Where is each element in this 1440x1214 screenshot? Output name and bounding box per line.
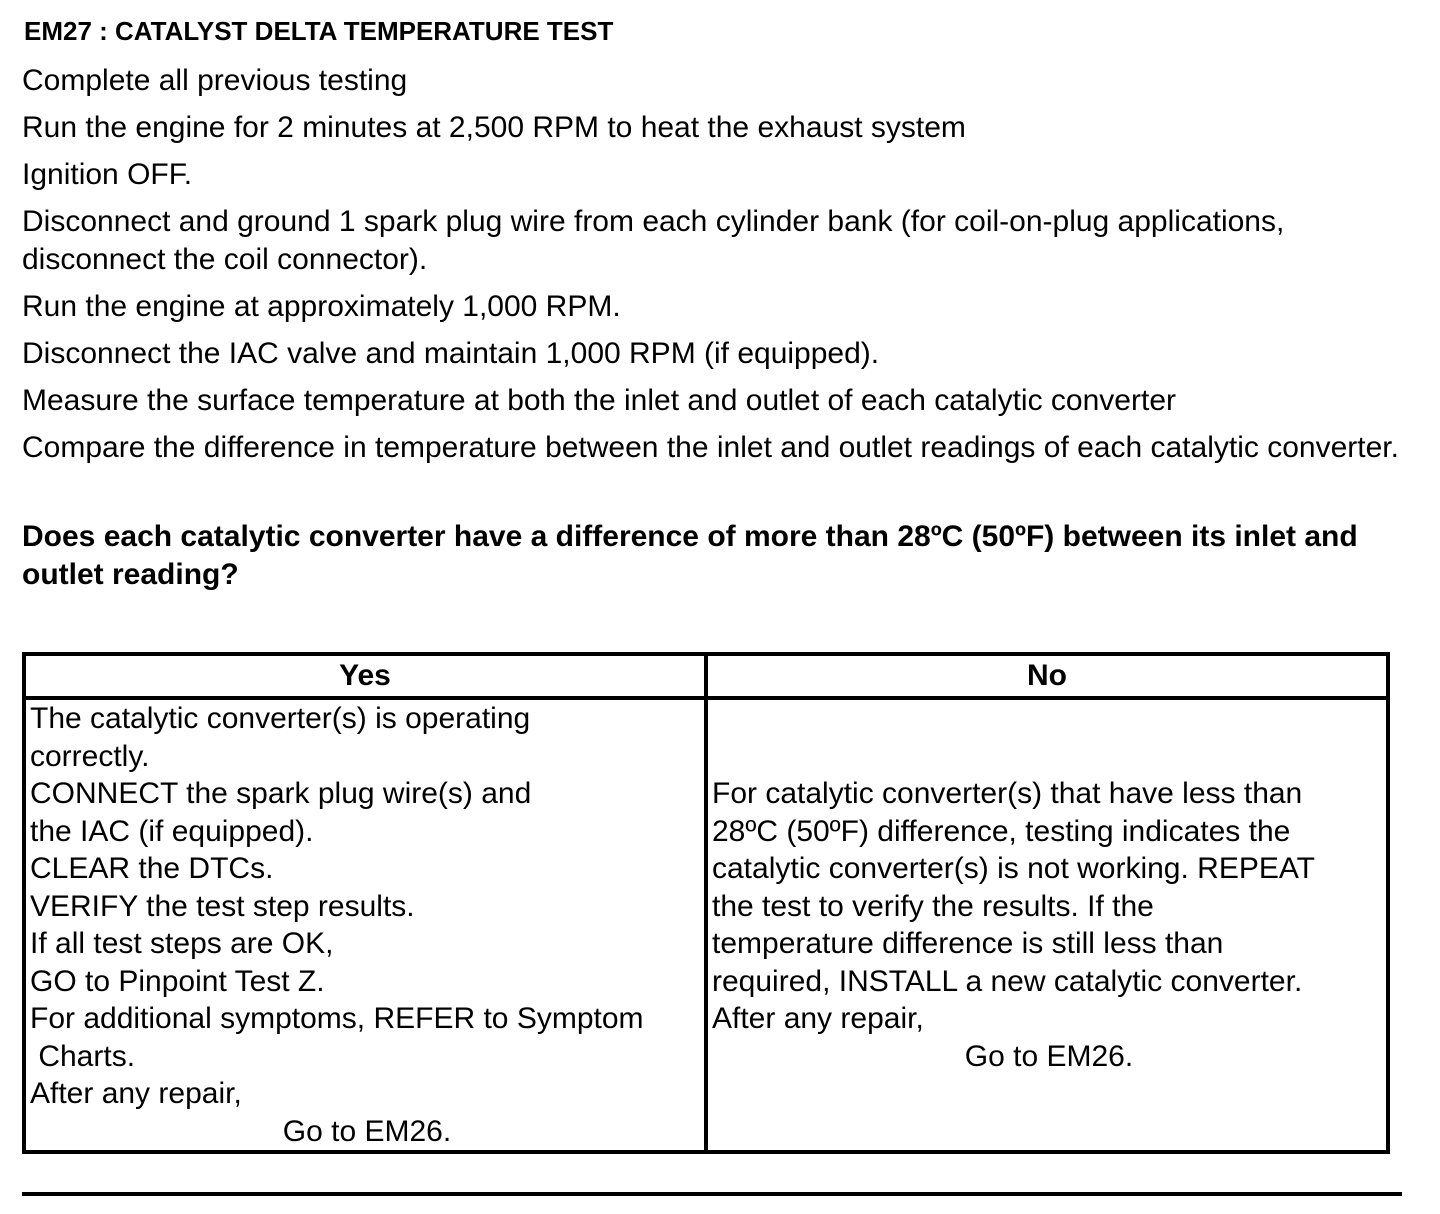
yes-header: Yes — [24, 654, 706, 698]
yes-cell — [24, 698, 706, 1152]
no-line: After any repair, — [712, 1002, 924, 1035]
yes-line: Charts. — [30, 1039, 136, 1073]
yes-line: For additional symptoms, REFER to Symptom — [30, 1002, 644, 1035]
step-6: Disconnect the IAC valve and maintain 1,000 RPM (if equipped). — [22, 337, 880, 370]
page-title: EM27 : CATALYST DELTA TEMPERATURE TEST — [24, 16, 614, 46]
no-cell — [706, 698, 1388, 1152]
no-line: required, INSTALL a new catalytic converter. — [712, 964, 1303, 998]
result-table — [22, 652, 1390, 1154]
step-3: Ignition OFF. — [22, 158, 193, 191]
step-2: Run the engine for 2 minutes at 2,500 RPM to heat the exhaust system — [22, 111, 966, 144]
no-header: No — [706, 654, 1388, 698]
yes-goto-link: Go to EM26. — [282, 1114, 452, 1148]
step-4: Disconnect and ground 1 spark plug wire from each cylinder bank (for coil-on-plug applications, disconnect the coil connector). — [22, 205, 1285, 276]
no-line: temperature difference is still less than — [712, 927, 1224, 960]
step-5: Run the engine at approximately 1,000 RPM. — [22, 290, 621, 323]
no-line: catalytic converter(s) is not working. REPEAT — [712, 852, 1315, 885]
no-line: the test to verify the results. If the — [712, 889, 1154, 923]
procedure-steps — [22, 62, 1422, 476]
yes-line: If all test steps are OK, — [30, 927, 334, 960]
no-goto-link: Go to EM26. — [964, 1039, 1134, 1073]
step-8: Compare the difference in temperature between the inlet and outlet readings of each catalytic converter. — [22, 431, 1399, 464]
yes-line: the IAC (if equipped). — [30, 814, 314, 848]
bottom-divider — [22, 1192, 1402, 1196]
yes-line: VERIFY the test step results. — [30, 889, 415, 923]
step-1: Complete all previous testing — [22, 64, 408, 97]
table-header-row — [24, 654, 1388, 698]
no-line: 28ºC (50ºF) difference, testing indicates the — [712, 814, 1291, 848]
yes-line: CONNECT the spark plug wire(s) and — [30, 777, 532, 810]
yes-line: After any repair, — [30, 1077, 242, 1110]
yes-line: CLEAR the DTCs. — [30, 852, 274, 885]
yes-line: The catalytic converter(s) is operating — [30, 702, 531, 735]
yes-line: GO to Pinpoint Test Z. — [30, 964, 325, 998]
decision-question: Does each catalytic converter have a difference of more than 28ºC (50ºF) between its inlet and outlet reading? — [22, 520, 1358, 591]
table-row — [24, 698, 1388, 1152]
yes-line: correctly. — [30, 739, 150, 773]
no-line: For catalytic converter(s) that have less than — [712, 777, 1303, 810]
step-7: Measure the surface temperature at both the inlet and outlet of each catalytic converter — [22, 384, 1176, 417]
